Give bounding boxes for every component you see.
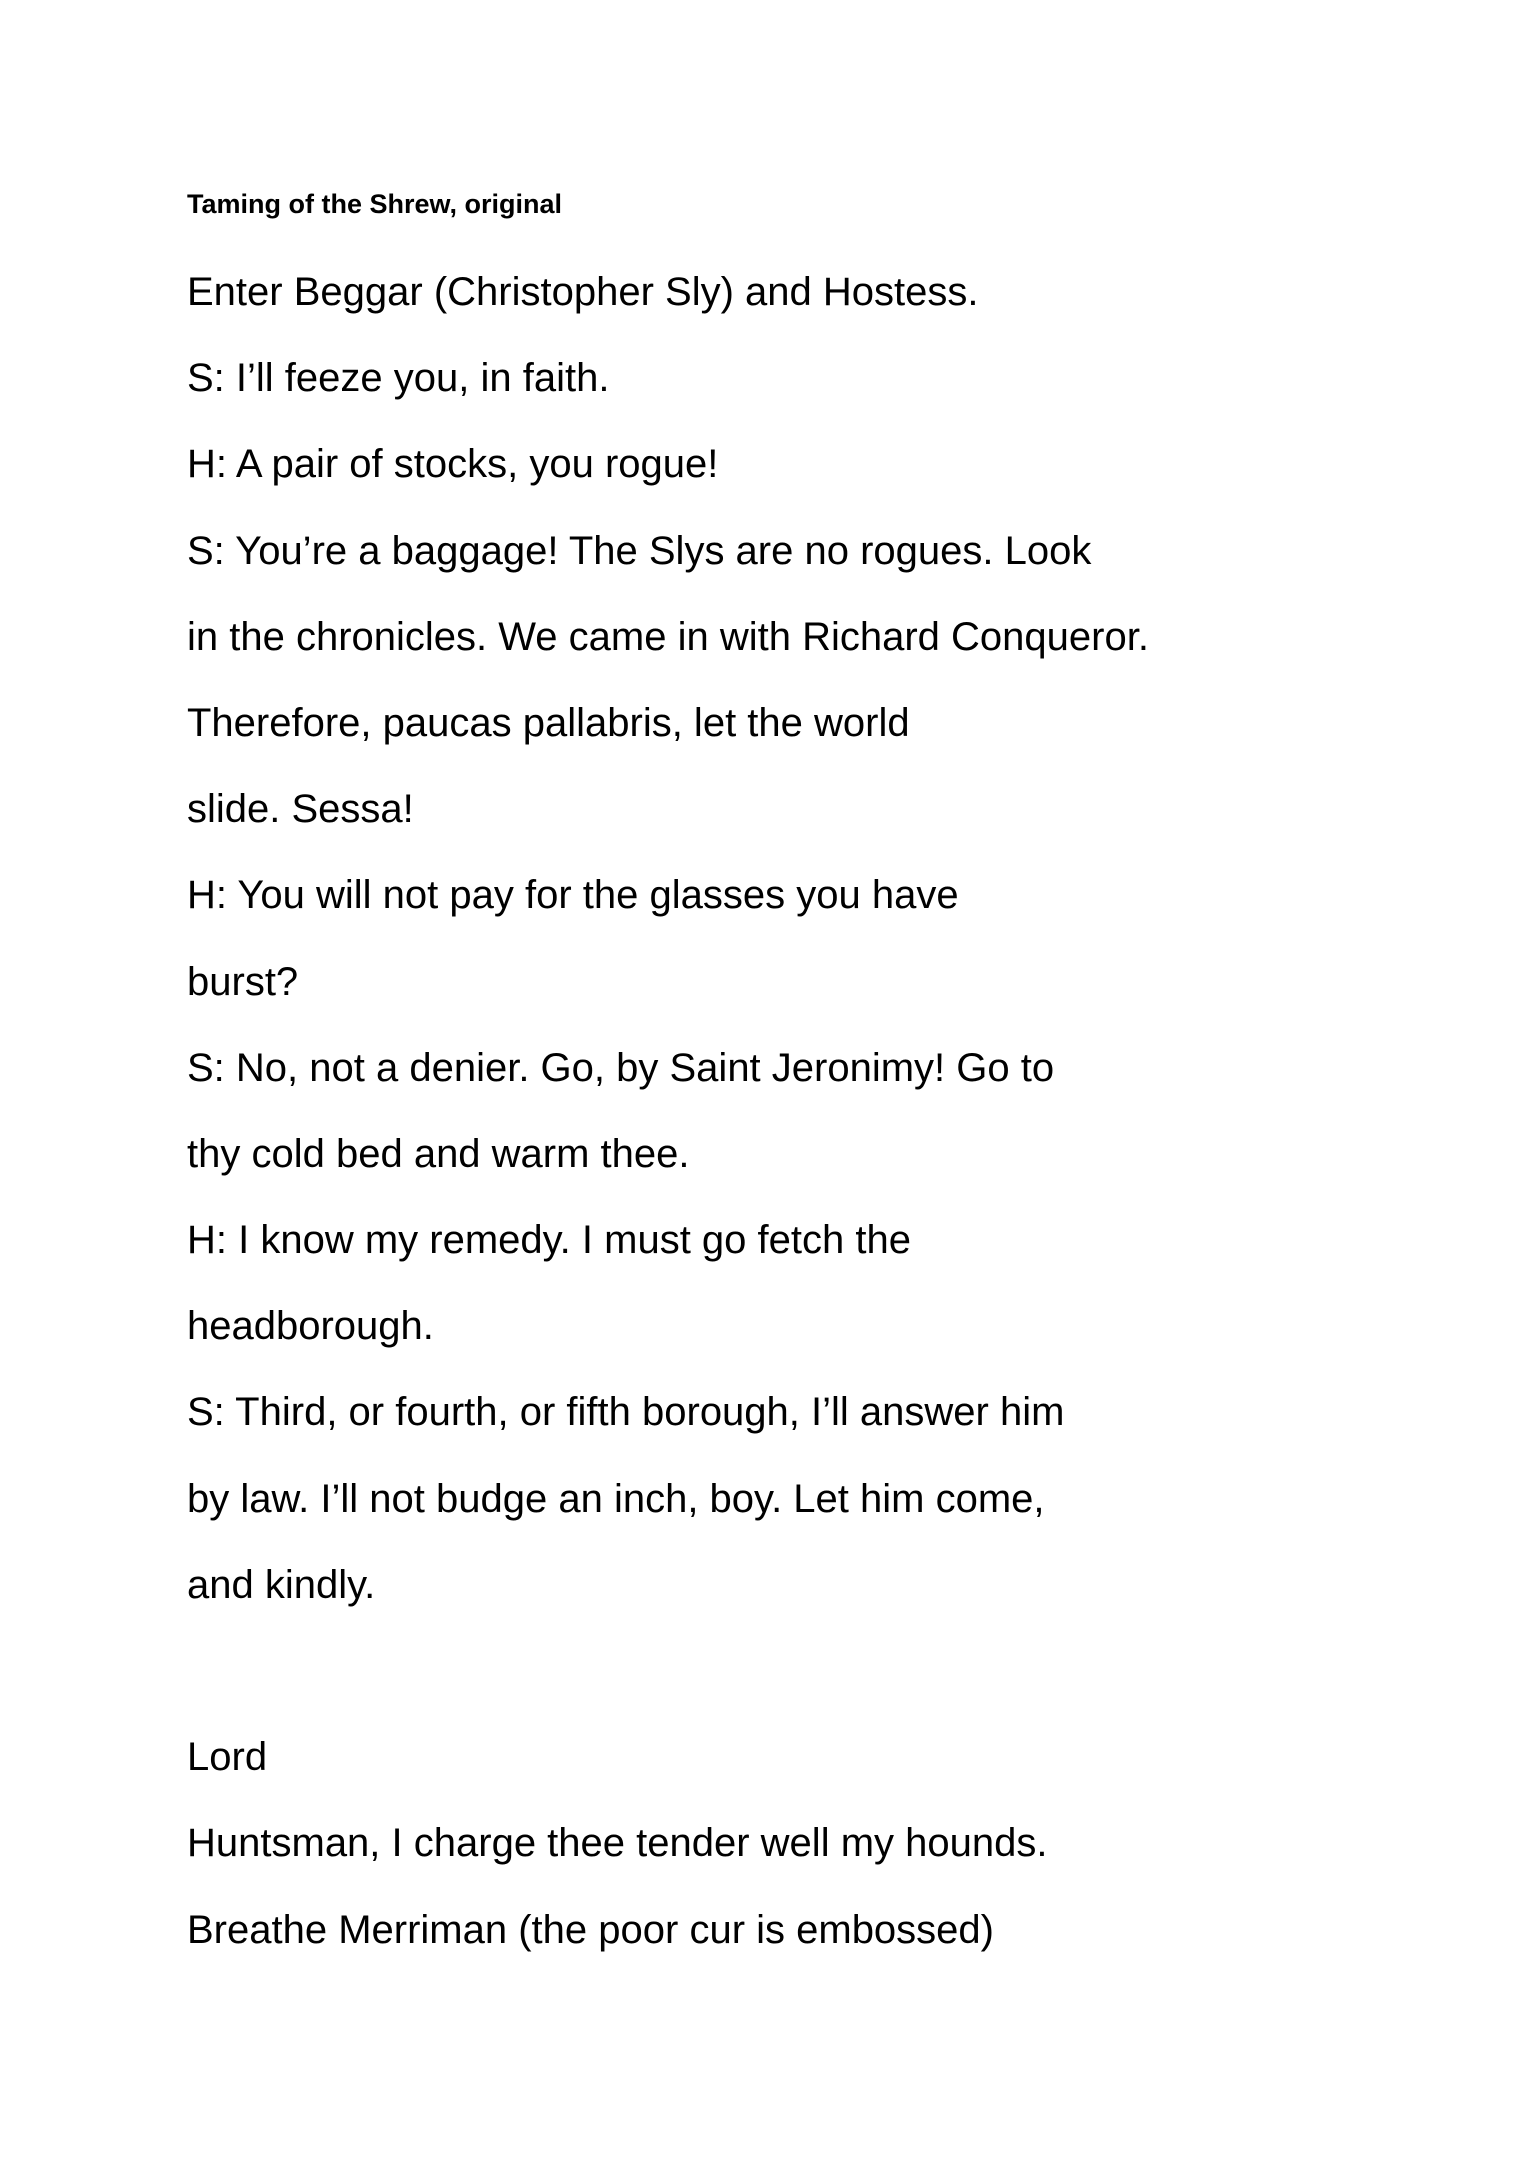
text-line: burst? — [187, 959, 299, 1004]
document-body — [187, 249, 1437, 1973]
text-line: S: I’ll feeze you, in faith. — [187, 356, 610, 401]
text-line: H: A pair of stocks, you rogue! — [187, 442, 719, 487]
text-line: H: You will not pay for the glasses you have — [187, 873, 959, 918]
blank-line — [187, 1628, 1437, 1714]
text-line: Huntsman, I charge thee tender well my hounds. — [187, 1821, 1048, 1866]
document-header: Taming of the Shrew, original — [187, 189, 563, 219]
speaker-name: Lord — [187, 1735, 268, 1780]
text-line: thy cold bed and warm thee. — [187, 1131, 690, 1176]
text-line: by law. I’ll not budge an inch, boy. Let him come, — [187, 1476, 1045, 1521]
text-line: S: No, not a denier. Go, by Saint Jeronimy! Go to — [187, 1045, 1055, 1090]
text-line: Enter Beggar (Christopher Sly) and Hostess. — [187, 270, 979, 314]
text-line: in the chronicles. We came in with Richard Conqueror. — [187, 614, 1149, 659]
text-line: S: Third, or fourth, or fifth borough, I’ll answer him — [187, 1390, 1065, 1435]
text-line: headborough. — [187, 1304, 434, 1349]
text-line: Breathe Merriman (the poor cur is embossed) — [187, 1907, 994, 1952]
text-line: S: You’re a baggage! The Slys are no rogues. Look — [187, 528, 1092, 573]
text-line: and kindly. — [187, 1562, 376, 1607]
text-line: slide. Sessa! — [187, 787, 414, 832]
text-line: H: I know my remedy. I must go fetch the — [187, 1218, 911, 1263]
text-line: Therefore, paucas pallabris, let the world — [187, 700, 910, 745]
